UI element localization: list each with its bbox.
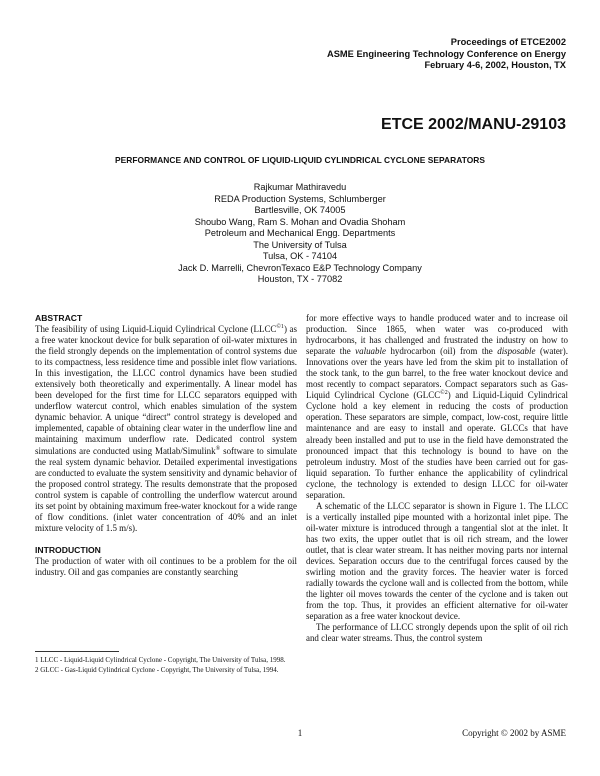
author-line: REDA Production Systems, Schlumberger xyxy=(214,193,386,204)
proceedings-title: Proceedings of ETCE2002 xyxy=(450,37,566,47)
proceedings-header xyxy=(327,37,566,72)
footnotes xyxy=(35,651,297,676)
footnote: 2 GLCC - Gas-Liquid Cylindrical Cyclone - Copyright, The University of Tulsa, 1994. xyxy=(35,666,279,674)
introduction-heading: INTRODUCTION xyxy=(35,544,101,555)
author-line: Shoubo Wang, Ram S. Mohan and Ovadia Shoham xyxy=(194,216,406,227)
introduction-paragraph: The production of water with oil continues to be a problem for the oil industry. Oil and gas companies are constantly searching xyxy=(35,555,297,577)
left-column xyxy=(35,313,297,578)
body-paragraph: for more effective ways to handle produced water and to increase oil production. Since 1865, when water was co-produced with hydrocarbons, it has challenged and frustrated the industry on how to separate the valuable hydrocarbon (oil) from the disposable (water). Innovations over the years have led from the skim pit to installation of the stock tank, to the gun barrel, to the free water knockout device and most recently to compact separators. Compact separators such as Gas-Liquid Cylindrical Cyclone $(GLCC^{©2})$ and Liquid-Liquid Cylindrical Cyclone hold a key element in reducing the costs of production operation. These separators are simple, compact, low-cost, require little maintenance and are easy to install and operate. GLCCs that have already been installed and put to use in the field have demonstrated the pronounced impact that this technology is bound to have on the petroleum industry. Most of the studies have been carried out for gas-liquid separation. To further enhance the applicability of cylindrical cyclone, the technology is extended to design LLCC for oil-water separation. xyxy=(306,313,568,500)
conference-date-location: February 4-6, 2002, Houston, TX xyxy=(424,60,566,70)
author-line: Houston, TX - 77082 xyxy=(257,274,343,284)
abstract-heading: ABSTRACT xyxy=(35,313,83,323)
author-line: Rajkumar Mathiravedu xyxy=(253,182,347,192)
footnote-divider xyxy=(35,651,119,652)
author-line: Bartlesville, OK 74005 xyxy=(254,205,346,215)
author-line: Jack D. Marrelli, ChevronTexaco E&P Technology Company xyxy=(178,262,422,273)
author-block xyxy=(0,182,600,286)
body-paragraph: A schematic of the LLCC separator is shown in Figure 1. The LLCC is a vertically installed pipe mounted with a horizontal inlet pipe. The oil-water mixture is introduced through a tangential slot at the inlet. It has two exits, the upper outlet that is oil rich stream, and the lower outlet, that is clear water stream. It has neither moving parts nor internal devices. Separation occurs due to the centrifugal forces caused by the swirling motion and the gravity forces. The heavier water is forced radially towards the cyclone wall and is collected from the bottom, while the lighter oil moves towards the center of the cyclone and is taken out from the top. Thus, it provides an efficient alternative for oil-water separation as a free water knockout device. xyxy=(306,500,568,622)
author-line: Petroleum and Mechanical Engg. Departments xyxy=(204,228,396,238)
paper-id: ETCE 2002/MANU-29103 xyxy=(381,116,566,133)
paper-title: PERFORMANCE AND CONTROL OF LIQUID-LIQUID CYLINDRICAL CYCLONE SEPARATORS xyxy=(114,155,486,165)
copyright-notice: Copyright © 2002 by ASME xyxy=(462,728,566,738)
footnote: 1 LLCC - Liquid-Liquid Cylindrical Cyclone - Copyright, The University of Tulsa, 1998. xyxy=(35,656,286,664)
body-paragraph: The performance of LLCC strongly depends upon the split of oil rich and clear water streams. Thus, the control system xyxy=(306,622,568,644)
page-number: 1 xyxy=(297,728,303,738)
conference-name: ASME Engineering Technology Conference on Energy xyxy=(327,48,566,59)
right-column xyxy=(306,313,568,644)
author-line: Tulsa, OK - 74104 xyxy=(262,251,338,261)
author-line: The University of Tulsa xyxy=(253,239,347,250)
abstract-text: The feasibility of using Liquid-Liquid Cylindrical Cyclone $(LLCC^{©1})$ as a free water knockout device for bulk separation of oil-water mixtures in the field strongly depends on the implementation of control systems due to its compactness, less residence time and possible inlet flow variations. In this investigation, the LLCC control dynamics have been studied extensively both theoretically and experimentally. A linear model has been developed for the first time for LLCC separators equipped with underflow watercut control, which enables simulation of the system dynamic behavior. A unique “direct” control strategy is developed and implemented, capable of obtaining clear water in the underflow line and maintaining maximum underflow rate. Dedicated control system simulations are conducted using Matlab/Simulink® software to simulate the real system dynamic behavior. Detailed experimental investigations are conducted to evaluate the system sensitivity and dynamic behavior of the proposed control strategy. The results demonstrate that the proposed control system is capable of controlling the underflow watercut around its set point by obtaining maximum free-water knockout for a wide range of flow conditions. (inlet water concentration of 40% and an inlet mixture velocity of 1.5 m/s). xyxy=(35,324,297,533)
